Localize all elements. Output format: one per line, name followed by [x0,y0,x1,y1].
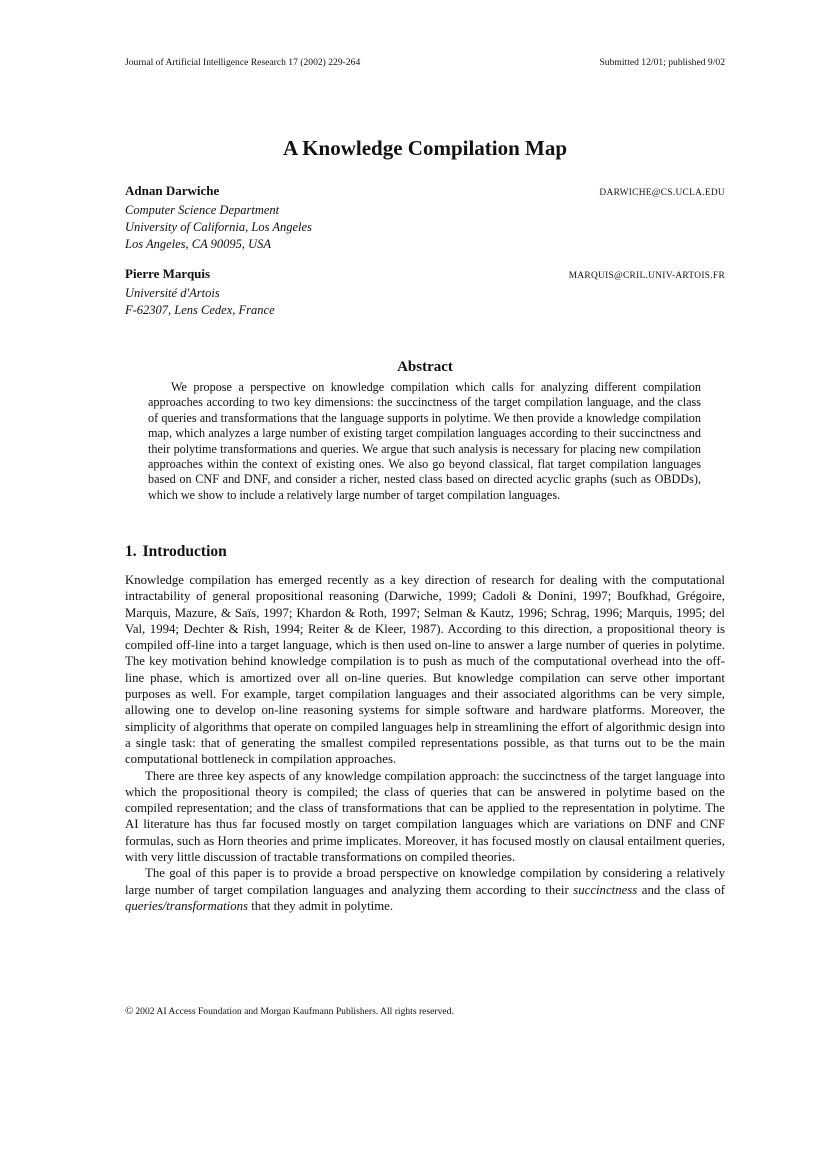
author-block-2 [125,265,725,319]
author-affiliation-line: Computer Science Department [125,203,280,217]
author-name: Adnan Darwiche [125,183,220,198]
abstract-heading: Abstract [397,359,453,375]
copyright-notice [125,1005,454,1017]
copyright-text: 2002 AI Access Foundation and Morgan Kaufmann Publishers. All rights reserved. [135,1006,454,1017]
journal-citation: Journal of Artificial Intelligence Research 17 (2002) 229-264 [125,57,361,68]
paper-title: A Knowledge Compilation Map [282,136,568,160]
section-title: Introduction [142,543,227,560]
emphasis: queries/transformations [125,898,249,913]
author-affiliation-line: Los Angeles, CA 90095, USA [125,237,272,251]
paragraph: There are three key aspects of any knowledge compilation approach: the succinctness of the target language into which the propositional theory is compiled; the class of queries that can be answered in polytime based on the compiled representation; and the class of transformations that can be applied to the representation in polytime. The AI literature has thus far focused mostly on target compilation languages which are variations on DNF and CNF formulas, such as Horn theories and prime implicates. Moreover, it has focused mostly on clausal entailment queries, with very little discussion of tractable transformations on compiled theories. [125,768,725,865]
running-header [125,57,725,68]
paragraph: Knowledge compilation has emerged recently as a key direction of research for dealing with the computational intractability of general propositional reasoning (Darwiche, 1999; Cadoli & Donini, 1997; Boufkhad, Grégoire, Marquis, Mazure, & Saïs, 1997; Khardon & Roth, 1997; Selman & Kautz, 1996; Schrag, 1996; Marquis, 1995; del Val, 1994; Dechter & Rish, 1994; Reiter & de Kleer, 1987). According to this direction, a propositional theory is compiled off-line into a target language, which is then used on-line to answer a large number of queries in polytime. The key motivation behind knowledge compilation is to push as much of the computational overhead into the off-line phase, which is amortized over all on-line queries. But knowledge compilation can serve other important purposes as well. For example, target compilation languages and their associated algorithms can be very simple, allowing one to develop on-line reasoning systems for simple software and hardware platforms. Moreover, the simplicity of algorithms that operate on compiled languages help in streamlining the effort of algorithmic design into a single task: that of generating the smallest compiled representations possible, as that turns out to be the main computational bottleneck in compilation approaches. [125,573,725,767]
section-number: 1. [125,543,137,560]
abstract-text: We propose a perspective on knowledge compilation which calls for analyzing different compilation approaches according to two key dimensions: the succinctness of the target compilation language, and the class of queries and transformations that the language supports in polytime. We then provide a knowledge compilation map, which analyzes a large number of existing target compilation languages according to their succinctness and their polytime transformations and queries. We argue that such analysis is necessary for placing new compilation approaches within the context of existing ones. We also go beyond classical, flat target compilation languages based on CNF and DNF, and consider a richer, nested class based on directed acyclic graphs (such as OBDDs), which we show to include a relatively large number of target compilation languages. [148,380,701,502]
author-email[interactable]: DARWICHE@CS.UCLA.EDU [599,188,725,198]
submission-dates: Submitted 12/01; published 9/02 [599,57,725,68]
author-block-1 [125,182,725,253]
section-body [125,572,725,914]
author-email[interactable]: MARQUIS@CRIL.UNIV-ARTOIS.FR [568,271,725,281]
author-affiliation-line: Université d'Artois [125,286,220,300]
emphasis: succinctness [573,882,638,897]
author-affiliation-line: F-62307, Lens Cedex, France [125,303,275,317]
author-name: Pierre Marquis [125,266,211,281]
copyright-symbol: © [125,1005,134,1017]
section-heading [125,543,227,561]
paragraph: The goal of this paper is to provide a broad perspective on knowledge compilation by considering a relatively large number of target compilation languages and analyzing them according to their succinctness and the class of queries/transformations that they admit in polytime. [125,866,725,913]
author-affiliation-line: University of California, Los Angeles [125,220,312,234]
